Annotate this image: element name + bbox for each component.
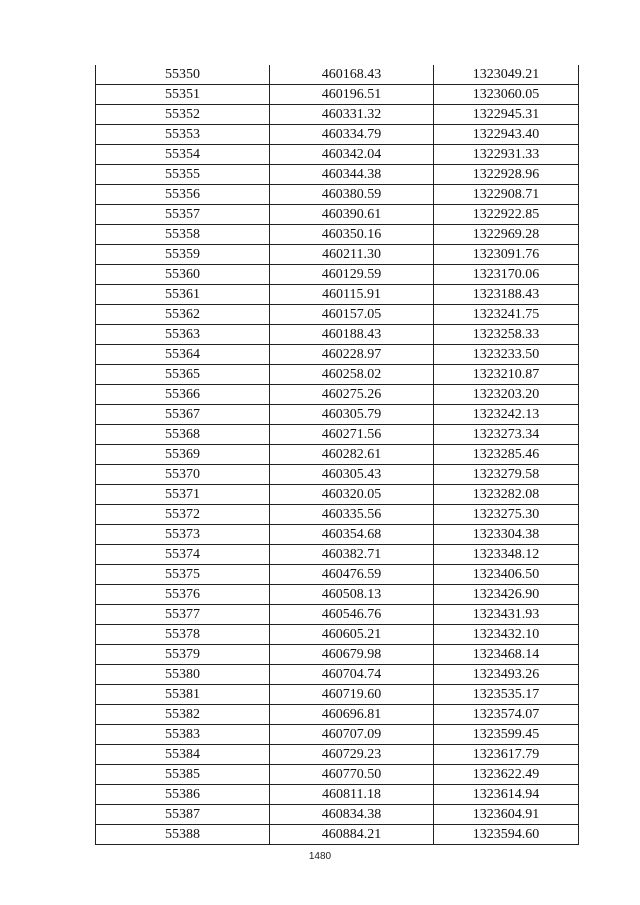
table-row bbox=[96, 545, 579, 565]
x-coordinate-cell: 460275.26 bbox=[270, 385, 434, 405]
coordinate-table-body bbox=[96, 65, 579, 845]
y-coordinate-cell: 1322928.96 bbox=[434, 165, 579, 185]
y-coordinate-cell: 1323273.34 bbox=[434, 425, 579, 445]
y-coordinate-cell: 1323304.38 bbox=[434, 525, 579, 545]
table-row bbox=[96, 585, 579, 605]
table-row bbox=[96, 685, 579, 705]
x-coordinate-cell: 460168.43 bbox=[270, 65, 434, 85]
x-coordinate-cell: 460305.79 bbox=[270, 405, 434, 425]
point-id-cell: 55377 bbox=[96, 605, 270, 625]
table-row bbox=[96, 205, 579, 225]
table-row bbox=[96, 405, 579, 425]
y-coordinate-cell: 1323599.45 bbox=[434, 725, 579, 745]
point-id-cell: 55368 bbox=[96, 425, 270, 445]
y-coordinate-cell: 1323233.50 bbox=[434, 345, 579, 365]
table-row bbox=[96, 665, 579, 685]
table-row bbox=[96, 485, 579, 505]
y-coordinate-cell: 1323493.26 bbox=[434, 665, 579, 685]
x-coordinate-cell: 460258.02 bbox=[270, 365, 434, 385]
y-coordinate-cell: 1323617.79 bbox=[434, 745, 579, 765]
x-coordinate-cell: 460546.76 bbox=[270, 605, 434, 625]
y-coordinate-cell: 1323604.91 bbox=[434, 805, 579, 825]
table-row bbox=[96, 525, 579, 545]
x-coordinate-cell: 460320.05 bbox=[270, 485, 434, 505]
point-id-cell: 55375 bbox=[96, 565, 270, 585]
table-row bbox=[96, 385, 579, 405]
point-id-cell: 55381 bbox=[96, 685, 270, 705]
table-row bbox=[96, 265, 579, 285]
table-row bbox=[96, 785, 579, 805]
point-id-cell: 55367 bbox=[96, 405, 270, 425]
y-coordinate-cell: 1322945.31 bbox=[434, 105, 579, 125]
point-id-cell: 55379 bbox=[96, 645, 270, 665]
table-row bbox=[96, 825, 579, 845]
y-coordinate-cell: 1322922.85 bbox=[434, 205, 579, 225]
y-coordinate-cell: 1323432.10 bbox=[434, 625, 579, 645]
y-coordinate-cell: 1323622.49 bbox=[434, 765, 579, 785]
table-row bbox=[96, 105, 579, 125]
x-coordinate-cell: 460811.18 bbox=[270, 785, 434, 805]
table-row bbox=[96, 185, 579, 205]
x-coordinate-cell: 460476.59 bbox=[270, 565, 434, 585]
point-id-cell: 55374 bbox=[96, 545, 270, 565]
x-coordinate-cell: 460342.04 bbox=[270, 145, 434, 165]
y-coordinate-cell: 1323279.58 bbox=[434, 465, 579, 485]
table-row bbox=[96, 605, 579, 625]
x-coordinate-cell: 460157.05 bbox=[270, 305, 434, 325]
point-id-cell: 55376 bbox=[96, 585, 270, 605]
y-coordinate-cell: 1323406.50 bbox=[434, 565, 579, 585]
x-coordinate-cell: 460770.50 bbox=[270, 765, 434, 785]
x-coordinate-cell: 460679.98 bbox=[270, 645, 434, 665]
point-id-cell: 55350 bbox=[96, 65, 270, 85]
x-coordinate-cell: 460129.59 bbox=[270, 265, 434, 285]
y-coordinate-cell: 1322908.71 bbox=[434, 185, 579, 205]
table-row bbox=[96, 425, 579, 445]
x-coordinate-cell: 460605.21 bbox=[270, 625, 434, 645]
x-coordinate-cell: 460335.56 bbox=[270, 505, 434, 525]
table-row bbox=[96, 465, 579, 485]
point-id-cell: 55359 bbox=[96, 245, 270, 265]
y-coordinate-cell: 1323468.14 bbox=[434, 645, 579, 665]
point-id-cell: 55365 bbox=[96, 365, 270, 385]
point-id-cell: 55378 bbox=[96, 625, 270, 645]
point-id-cell: 55360 bbox=[96, 265, 270, 285]
y-coordinate-cell: 1323258.33 bbox=[434, 325, 579, 345]
x-coordinate-cell: 460211.30 bbox=[270, 245, 434, 265]
table-row bbox=[96, 705, 579, 725]
point-id-cell: 55386 bbox=[96, 785, 270, 805]
point-id-cell: 55351 bbox=[96, 85, 270, 105]
x-coordinate-cell: 460334.79 bbox=[270, 125, 434, 145]
table-row bbox=[96, 625, 579, 645]
x-coordinate-cell: 460729.23 bbox=[270, 745, 434, 765]
point-id-cell: 55363 bbox=[96, 325, 270, 345]
x-coordinate-cell: 460719.60 bbox=[270, 685, 434, 705]
point-id-cell: 55380 bbox=[96, 665, 270, 685]
point-id-cell: 55370 bbox=[96, 465, 270, 485]
y-coordinate-cell: 1323188.43 bbox=[434, 285, 579, 305]
point-id-cell: 55353 bbox=[96, 125, 270, 145]
table-row bbox=[96, 245, 579, 265]
table-row bbox=[96, 225, 579, 245]
x-coordinate-cell: 460350.16 bbox=[270, 225, 434, 245]
x-coordinate-cell: 460704.74 bbox=[270, 665, 434, 685]
x-coordinate-cell: 460282.61 bbox=[270, 445, 434, 465]
x-coordinate-cell: 460305.43 bbox=[270, 465, 434, 485]
x-coordinate-cell: 460354.68 bbox=[270, 525, 434, 545]
point-id-cell: 55385 bbox=[96, 765, 270, 785]
y-coordinate-cell: 1323535.17 bbox=[434, 685, 579, 705]
x-coordinate-cell: 460228.97 bbox=[270, 345, 434, 365]
x-coordinate-cell: 460380.59 bbox=[270, 185, 434, 205]
x-coordinate-cell: 460884.21 bbox=[270, 825, 434, 845]
x-coordinate-cell: 460196.51 bbox=[270, 85, 434, 105]
y-coordinate-cell: 1323170.06 bbox=[434, 265, 579, 285]
y-coordinate-cell: 1323431.93 bbox=[434, 605, 579, 625]
x-coordinate-cell: 460382.71 bbox=[270, 545, 434, 565]
x-coordinate-cell: 460115.91 bbox=[270, 285, 434, 305]
point-id-cell: 55354 bbox=[96, 145, 270, 165]
x-coordinate-cell: 460834.38 bbox=[270, 805, 434, 825]
x-coordinate-cell: 460331.32 bbox=[270, 105, 434, 125]
point-id-cell: 55356 bbox=[96, 185, 270, 205]
y-coordinate-cell: 1323285.46 bbox=[434, 445, 579, 465]
y-coordinate-cell: 1323614.94 bbox=[434, 785, 579, 805]
y-coordinate-cell: 1323426.90 bbox=[434, 585, 579, 605]
x-coordinate-cell: 460390.61 bbox=[270, 205, 434, 225]
table-row bbox=[96, 305, 579, 325]
coordinate-table bbox=[95, 65, 579, 845]
table-row bbox=[96, 325, 579, 345]
y-coordinate-cell: 1323348.12 bbox=[434, 545, 579, 565]
y-coordinate-cell: 1323275.30 bbox=[434, 505, 579, 525]
table-row bbox=[96, 765, 579, 785]
table-row bbox=[96, 65, 579, 85]
y-coordinate-cell: 1323060.05 bbox=[434, 85, 579, 105]
y-coordinate-cell: 1323091.76 bbox=[434, 245, 579, 265]
x-coordinate-cell: 460508.13 bbox=[270, 585, 434, 605]
y-coordinate-cell: 1323203.20 bbox=[434, 385, 579, 405]
table-row bbox=[96, 125, 579, 145]
table-row bbox=[96, 725, 579, 745]
y-coordinate-cell: 1323282.08 bbox=[434, 485, 579, 505]
y-coordinate-cell: 1323241.75 bbox=[434, 305, 579, 325]
table-row bbox=[96, 345, 579, 365]
point-id-cell: 55361 bbox=[96, 285, 270, 305]
y-coordinate-cell: 1322943.40 bbox=[434, 125, 579, 145]
table-row bbox=[96, 365, 579, 385]
y-coordinate-cell: 1323574.07 bbox=[434, 705, 579, 725]
y-coordinate-cell: 1323049.21 bbox=[434, 65, 579, 85]
table-row bbox=[96, 565, 579, 585]
point-id-cell: 55373 bbox=[96, 525, 270, 545]
point-id-cell: 55357 bbox=[96, 205, 270, 225]
table-row bbox=[96, 805, 579, 825]
table-row bbox=[96, 165, 579, 185]
table-row bbox=[96, 145, 579, 165]
point-id-cell: 55384 bbox=[96, 745, 270, 765]
point-id-cell: 55355 bbox=[96, 165, 270, 185]
point-id-cell: 55352 bbox=[96, 105, 270, 125]
table-row bbox=[96, 505, 579, 525]
x-coordinate-cell: 460271.56 bbox=[270, 425, 434, 445]
page-number: 1480 bbox=[308, 851, 332, 862]
point-id-cell: 55382 bbox=[96, 705, 270, 725]
table-row bbox=[96, 745, 579, 765]
y-coordinate-cell: 1322969.28 bbox=[434, 225, 579, 245]
x-coordinate-cell: 460188.43 bbox=[270, 325, 434, 345]
table-row bbox=[96, 85, 579, 105]
table-row bbox=[96, 285, 579, 305]
table-row bbox=[96, 645, 579, 665]
point-id-cell: 55358 bbox=[96, 225, 270, 245]
y-coordinate-cell: 1322931.33 bbox=[434, 145, 579, 165]
y-coordinate-cell: 1323210.87 bbox=[434, 365, 579, 385]
y-coordinate-cell: 1323594.60 bbox=[434, 825, 579, 845]
point-id-cell: 55364 bbox=[96, 345, 270, 365]
point-id-cell: 55371 bbox=[96, 485, 270, 505]
point-id-cell: 55366 bbox=[96, 385, 270, 405]
y-coordinate-cell: 1323242.13 bbox=[434, 405, 579, 425]
point-id-cell: 55388 bbox=[96, 825, 270, 845]
x-coordinate-cell: 460707.09 bbox=[270, 725, 434, 745]
point-id-cell: 55372 bbox=[96, 505, 270, 525]
point-id-cell: 55362 bbox=[96, 305, 270, 325]
table-row bbox=[96, 445, 579, 465]
x-coordinate-cell: 460344.38 bbox=[270, 165, 434, 185]
x-coordinate-cell: 460696.81 bbox=[270, 705, 434, 725]
point-id-cell: 55387 bbox=[96, 805, 270, 825]
point-id-cell: 55383 bbox=[96, 725, 270, 745]
point-id-cell: 55369 bbox=[96, 445, 270, 465]
